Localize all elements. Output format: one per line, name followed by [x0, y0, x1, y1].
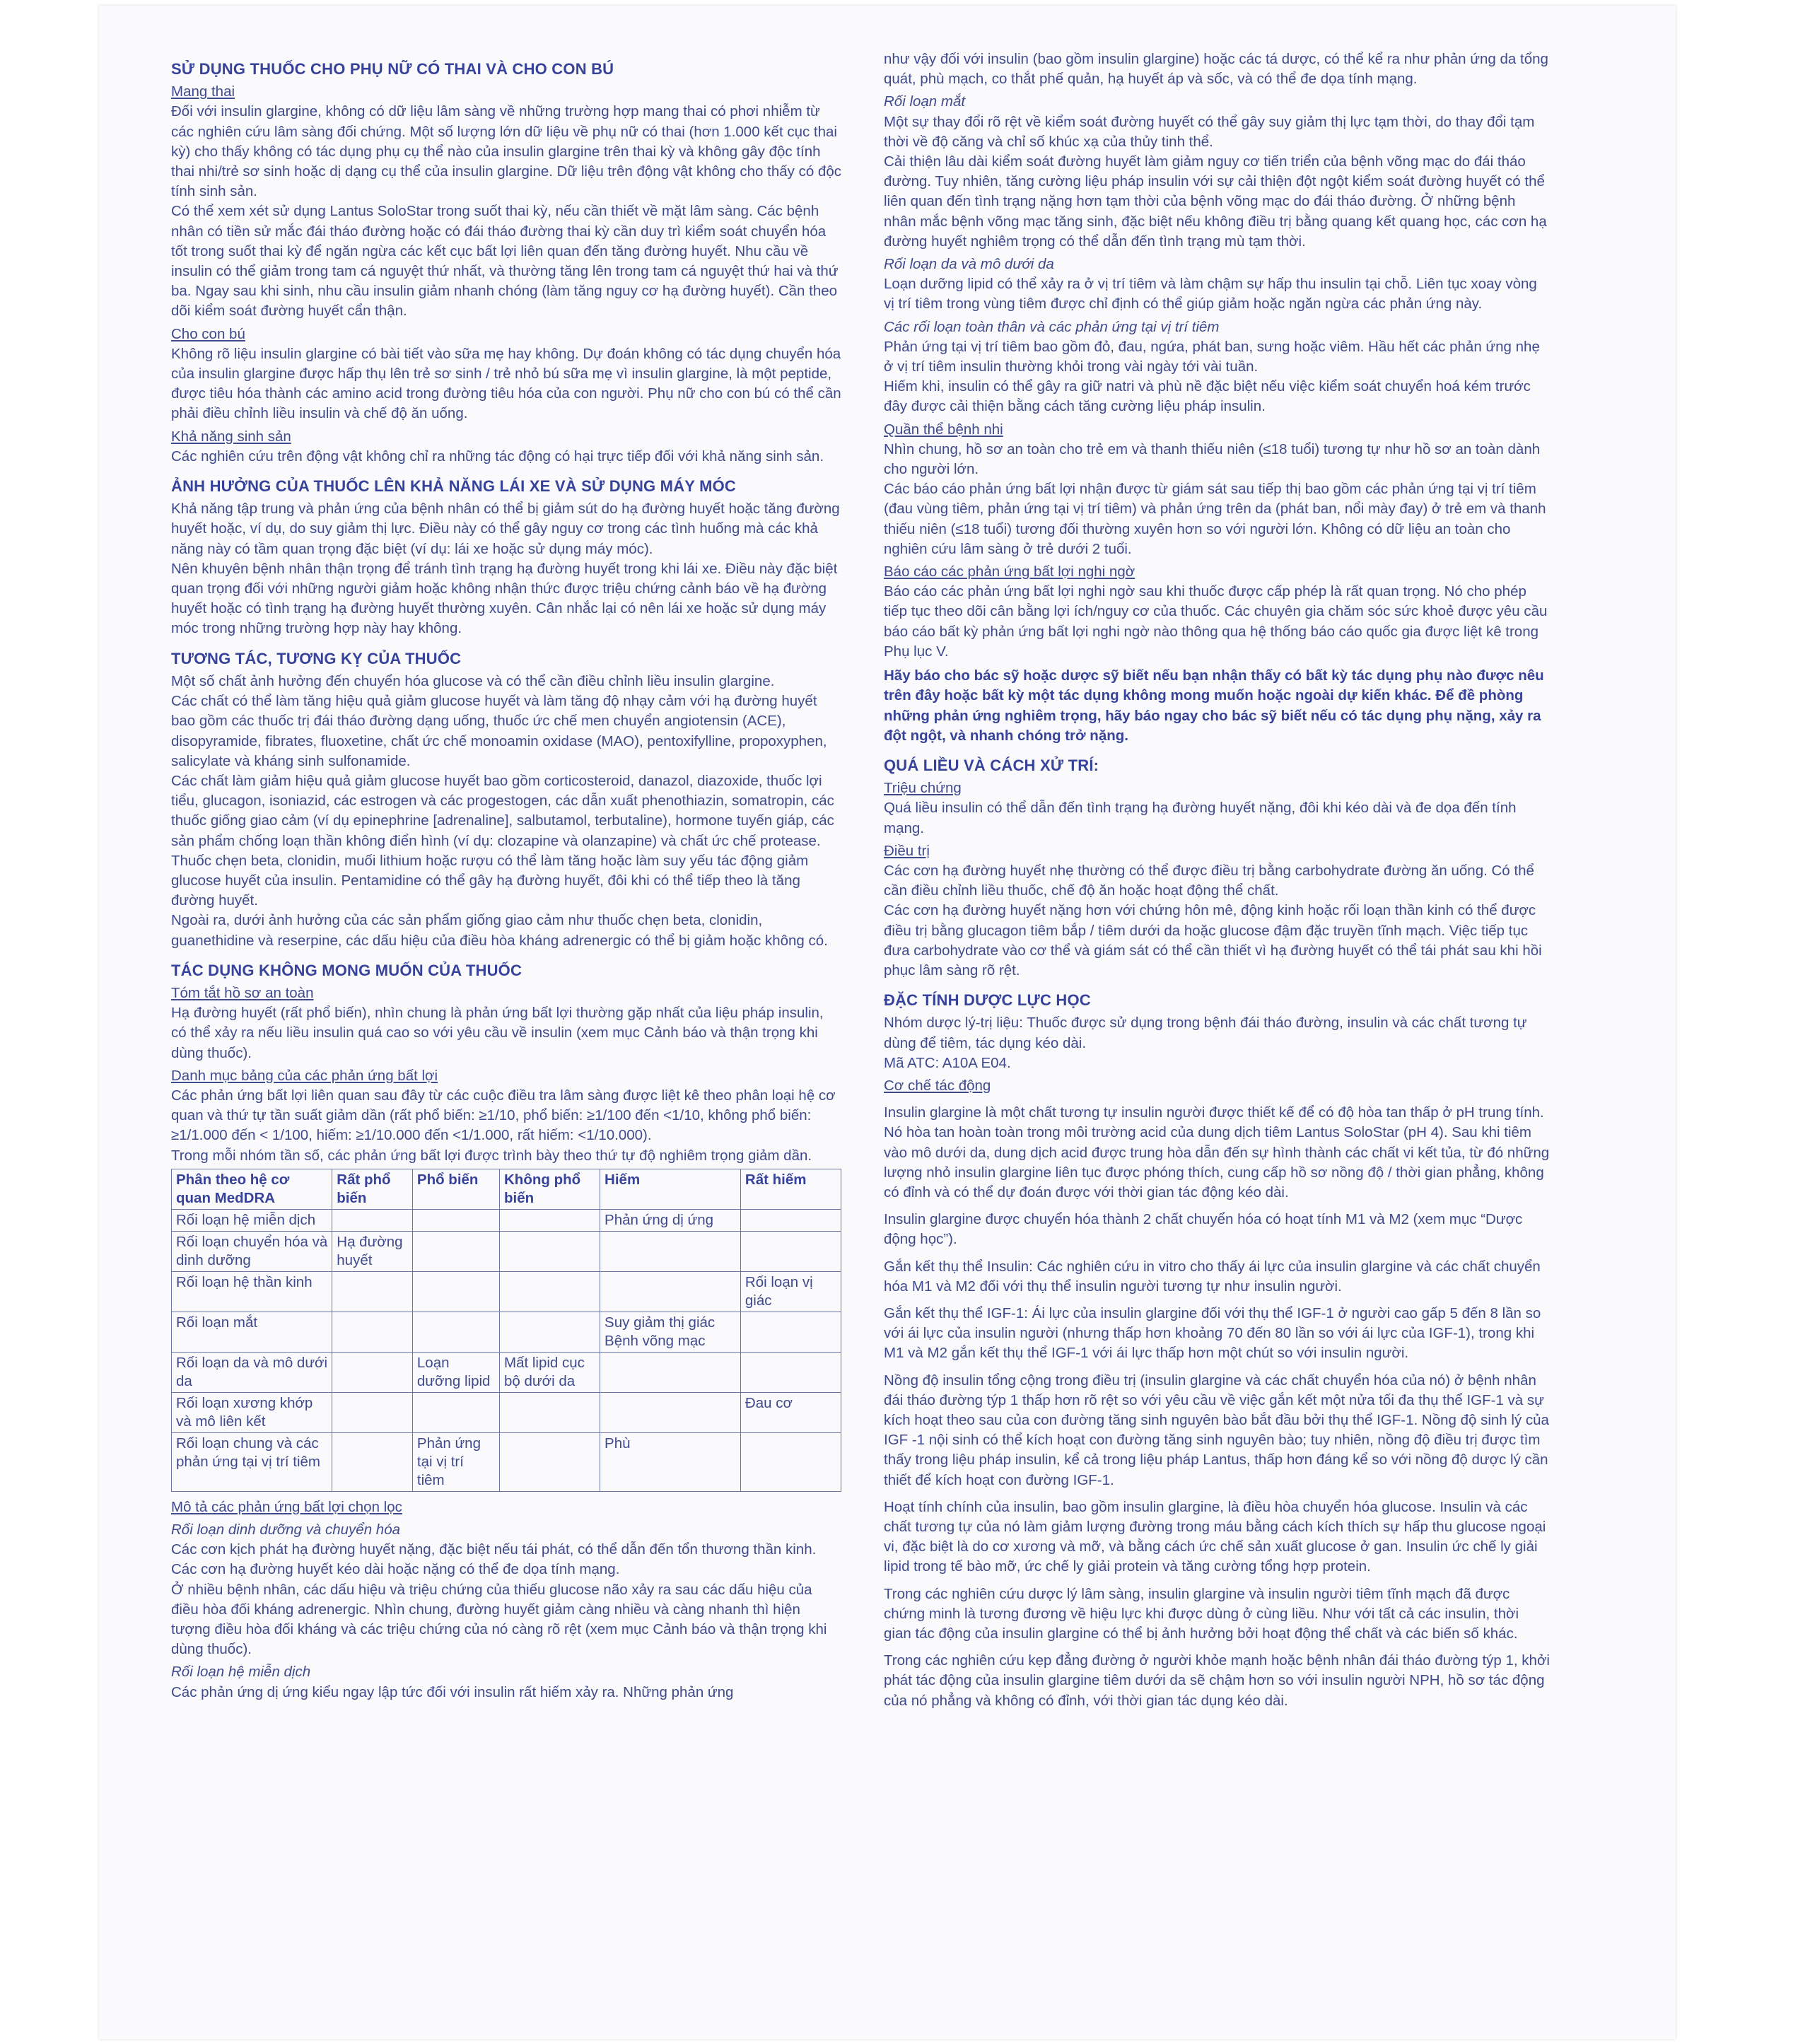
table-cell: Phản ứng tại vị trí tiêm — [412, 1432, 499, 1491]
pregnancy-paragraph-2: Có thể xem xét sử dụng Lantus SoloStar trong suốt thai kỳ, nếu cần thiết về mặt lâm sàng. Các bệnh nhân có tiền sử mắc đái tháo đường hoặc có đái tháo đường thai kỳ cần duy trì kiểm soát chuyển hóa tốt trong suốt thai kỳ để ngăn ngừa các kết cục bất lợi liên quan đến tăng đường huyết. Nhu cầu về insulin có thể giảm trong tam cá nguyệt thứ nhất, và thường tăng lên trong tam cá nguyệt thứ hai và thứ ba. Ngay sau khi sinh, nhu cầu insulin giảm nhanh chóng (làm tăng nguy cơ hạ đường huyết). Cần theo dõi kiểm soát đường huyết cẩn thận. — [171, 203, 839, 320]
table-cell — [332, 1209, 413, 1231]
table-cell — [740, 1312, 841, 1352]
table-row — [172, 1392, 841, 1432]
interactions-paragraph-1: Một số chất ảnh hưởng đến chuyển hóa glucose và có thể cần điều chỉnh liều insulin glargine. — [171, 672, 775, 689]
mechanism-paragraph-4: Gắn kết thụ thể IGF-1: Ái lực của insulin glargine đối với thụ thể IGF-1 ở người cao gấp 5 đến 8 lần so với ái lực của insulin người (nhưng thấp hơn khoảng 70 đến 80 lần so với ái lực của IGF-1), trong khi M1 và M2 gắn kết thụ thể IGF-1 với ái lực thấp hơn một chút so với insulin người. — [884, 1304, 1541, 1362]
table-header-row — [172, 1169, 841, 1209]
table-cell: Rối loạn chung và các phản ứng tại vị trí tiêm — [172, 1432, 332, 1491]
table-row — [172, 1209, 841, 1231]
table-header-cell: Rất hiếm — [740, 1169, 841, 1209]
selected-reactions-subheading: Mô tả các phản ứng bất lợi chọn lọc — [171, 1498, 402, 1515]
overdose-heading: QUÁ LIỀU VÀ CÁCH XỬ TRÍ: — [884, 756, 1099, 774]
table-row — [172, 1231, 841, 1271]
table-cell — [500, 1432, 600, 1491]
table-row — [172, 1312, 841, 1352]
table-cell: Rối loạn vị giác — [740, 1271, 841, 1312]
mechanism-paragraph-5: Nồng độ insulin tổng cộng trong điều trị (insulin glargine và các chất chuyển hóa của nó) ở bệnh nhân đái tháo đường týp 1 thấp hơn rõ rệt so với yêu cầu về việc gắn kết một nửa tối đa thụ thể IGF-1 và sự kích hoạt theo sau của con đường tăng sinh nguyên bào bắt đầu bởi thụ thể IGF-1. Nồng độ sinh lý của IGF -1 nội sinh có thể kích hoạt con đường tăng sinh nguyên bào; tuy nhiên, nồng độ điều trị được tìm thấy trong liệu pháp insulin, kể cả trong liệu pháp Lantus, thấp hơn đáng kể so với nồng độ dược lý cần thiết để kích hoạt con đường IGF-1. — [884, 1372, 1549, 1488]
mechanism-paragraph-8: Trong các nghiên cứu kẹp đẳng đường ở người khỏe mạnh hoặc bệnh nhân đái tháo đường týp 1, khởi phát tác động của insulin glargine tiêm dưới da sẽ chậm hơn so với insulin người NPH, hồ sơ tác động của nó phẳng và không có đỉnh, với thời gian tác dụng kéo dài. — [884, 1652, 1550, 1709]
skin-paragraph: Loạn dưỡng lipid có thể xảy ra ở vị trí tiêm và làm chậm sự hấp thu insulin tại chỗ. Liên tục xoay vòng vị trí tiêm trong vùng tiêm được chỉ định có thể giúp giảm hoặc ngăn ngừa các phản ứng này. — [884, 276, 1537, 313]
table-header-cell: Rất phổ biến — [332, 1169, 413, 1209]
mechanism-subheading: Cơ chế tác động — [884, 1077, 991, 1094]
table-row — [172, 1271, 841, 1312]
table-cell — [412, 1209, 499, 1231]
table-cell — [500, 1312, 600, 1352]
reporting-subheading: Báo cáo các phản ứng bất lợi nghi ngờ — [884, 563, 1135, 580]
table-intro-2: Trong mỗi nhóm tần số, các phản ứng bất lợi được trình bày theo thứ tự độ nghiêm trọng giảm dần. — [171, 1147, 812, 1164]
reporting-warning: Hãy báo cho bác sỹ hoặc dược sỹ biết nếu bạn nhận thấy có bất kỳ tác dụng phụ nào được nêu trên đây hoặc bất kỳ một tác dụng không mong muốn hoặc ngoài dự kiến khác. Để đề phòng những phản ứng nghiêm trọng, hãy báo ngay cho bác sỹ biết nếu có tác dụng phụ nặng, xảy ra đột ngột, và nhanh chóng trở nặng. — [884, 667, 1544, 744]
lactation-paragraph: Không rõ liệu insulin glargine có bài tiết vào sữa mẹ hay không. Dự đoán không có tác dụng chuyển hóa của insulin glargine được hấp thụ lên trẻ sơ sinh / trẻ nhỏ bú sữa mẹ vì insulin glargine, là một peptide, được tiêu hóa thành các amino acid trong đường tiêu hóa của con người. Phụ nữ cho con bú có thể cần phải điều chỉnh liều insulin và chế độ ăn uống. — [171, 345, 841, 422]
fertility-paragraph: Các nghiên cứu trên động vật không chỉ ra những tác động có hại trực tiếp đối với khả năng sinh sản. — [171, 448, 824, 465]
adverse-heading: TÁC DỤNG KHÔNG MONG MUỐN CỦA THUỐC — [171, 961, 522, 979]
table-header-cell: Phân theo hệ cơ quan MedDRA — [172, 1169, 332, 1209]
adverse-reactions-table — [171, 1169, 841, 1492]
table-cell — [500, 1209, 600, 1231]
safety-subheading: Tóm tắt hồ sơ an toàn — [171, 984, 314, 1001]
pregnancy-heading: SỬ DỤNG THUỐC CHO PHỤ NỮ CÓ THAI VÀ CHO CON BÚ — [171, 60, 614, 78]
table-cell — [412, 1271, 499, 1312]
table-cell: Rối loạn mắt — [172, 1312, 332, 1352]
table-cell: Loạn dưỡng lipid — [412, 1352, 499, 1392]
metabolism-paragraph-2: Ở nhiều bệnh nhân, các dấu hiệu và triệu chứng của thiếu glucose não xảy ra sau các dấu hiệu của điều hòa đối kháng adrenergic. Nhìn chung, đường huyết giảm càng nhiều và càng nhanh thì hiện tượng điều hòa đối kháng và các triệu chứng của nó càng rõ rệt (xem mục Cảnh báo và thận trọng khi dùng thuốc). — [171, 1581, 827, 1658]
pharmacodynamics-paragraph: Nhóm dược lý-trị liệu: Thuốc được sử dụng trong bệnh đái tháo đường, insulin và các chất tương tự dùng để tiêm, tác dụng kéo dài. — [884, 1015, 1527, 1051]
driving-paragraph-2: Nên khuyên bệnh nhân thận trọng để tránh tình trạng hạ đường huyết trong khi lái xe. Điều này đặc biệt quan trọng đối với những người giảm hoặc không nhận thức được triệu chứng cảnh báo về hạ đường huyết hoặc có tình trạng hạ đường huyết thường xuyên. Cân nhắc lại có nên lái xe hoặc sử dụng máy móc trong những trường hợp này hay không. — [171, 560, 838, 637]
interactions-paragraph-3: Các chất làm giảm hiệu quả giảm glucose huyết bao gồm corticosteroid, danazol, diazoxide, thuốc lợi tiểu, glucagon, isoniazid, các estrogen và các progestogen, các dẫn xuất phenothiazin, somatropin, các thuốc giống giao cảm (ví dụ epinephrine [adrenaline], salbutamol, terbutaline), hormone tuyến giáp, các sản phẩm chống loạn thần không điển hình (ví dụ: clozapine và olanzapine) và chất ức chế protease. — [171, 772, 834, 849]
table-row — [172, 1432, 841, 1491]
table-cell: Phù — [600, 1432, 741, 1491]
mechanism-paragraph-3: Gắn kết thụ thể Insulin: Các nghiên cứu in vitro cho thấy ái lực của insulin glargine và các chất chuyển hóa M1 và M2 đối với thụ thể insulin người tương tự như insulin người. — [884, 1258, 1541, 1295]
atc-code: Mã ATC: A10A E04. — [884, 1054, 1011, 1071]
table-row — [172, 1352, 841, 1392]
lactation-subheading: Cho con bú — [171, 325, 245, 342]
interactions-heading: TƯƠNG TÁC, TƯƠNG KỴ CỦA THUỐC — [171, 649, 462, 667]
interactions-paragraph-5: Ngoài ra, dưới ảnh hưởng của các sản phẩm giống giao cảm như thuốc chẹn beta, clonidin, guanethidine và reserpine, các dấu hiệu của điều hòa kháng adrenergic có thể bị giảm hoặc không có. — [171, 912, 828, 949]
metabolism-paragraph-1: Các cơn kịch phát hạ đường huyết nặng, đặc biệt nếu tái phát, có thể dẫn đến tổn thương thần kinh. Các cơn hạ đường huyết kéo dài hoặc nặng có thể đe dọa tính mạng. — [171, 1541, 817, 1578]
table-cell: Hạ đường huyết — [332, 1231, 413, 1271]
table-cell: Rối loạn hệ thần kinh — [172, 1271, 332, 1312]
table-cell — [740, 1352, 841, 1392]
mechanism-paragraph-7: Trong các nghiên cứu dược lý lâm sàng, insulin glargine và insulin người tiêm tĩnh mạch đã được chứng minh là tương đương về hiệu lực khi được dùng ở cùng liều. Như với tất cả các insulin, thời gian tác động của insulin glargine có thể bị ảnh hưởng bởi hoạt động thể chất và các biến số khác. — [884, 1585, 1519, 1642]
treatment-subheading: Điều trị — [884, 842, 930, 859]
reporting-paragraph: Báo cáo các phản ứng bất lợi nghi ngờ sau khi thuốc được cấp phép là rất quan trọng. Nó cho phép tiếp tục theo dõi cân bằng lợi ích/nguy cơ của thuốc. Các chuyên gia chăm sóc sức khoẻ được yêu cầu báo cáo bất kỳ phản ứng bất lợi nghi ngờ nào thông qua hệ thống báo cáo quốc gia được liệt kê trong Phụ lục V. — [884, 583, 1548, 660]
table-cell — [412, 1392, 499, 1432]
skin-subheading: Rối loạn da và mô dưới da — [884, 256, 1054, 273]
table-header-cell: Hiếm — [600, 1169, 741, 1209]
immune-subheading: Rối loạn hệ miễn dịch — [171, 1664, 311, 1681]
table-intro-1: Các phản ứng bất lợi liên quan sau đây từ các cuộc điều tra lâm sàng được liệt kê theo phân loại hệ cơ quan và thứ tự tần suất giảm dần (rất phổ biến: ≥1/10, phổ biến: ≥1/100 đến <1/10, không phổ biến: ≥1/1.000 đến < 1/100, hiếm: ≥1/10.000 đến <1/1.000, rất hiếm: <1/10.000). — [171, 1087, 836, 1144]
mechanism-paragraph-1: Insulin glargine là một chất tương tự insulin người được thiết kế để có độ hòa tan thấp ở pH trung tính. Nó hòa tan hoàn toàn trong môi trường acid của dung dịch tiêm Lantus SoloStar (pH 4). Sau khi tiêm vào mô dưới da, dung dịch acid được trung hòa dẫn đến sự hình thành các chất vi kết tủa, từ đó những lượng nhỏ insulin glargine liên tục được phóng thích, cung cấp hồ sơ nồng độ / thời gian phẳng, không có đỉnh và có thể dự đoán được với thời gian tác động kéo dài. — [884, 1104, 1550, 1201]
table-cell — [332, 1392, 413, 1432]
table-cell: Rối loạn chuyển hóa và dinh dưỡng — [172, 1231, 332, 1271]
table-cell — [600, 1231, 741, 1271]
table-cell — [600, 1271, 741, 1312]
symptoms-subheading: Triệu chứng — [884, 780, 962, 797]
table-cell: Phản ứng dị ứng — [600, 1209, 741, 1231]
table-cell — [740, 1432, 841, 1491]
driving-heading: ẢNH HƯỞNG CỦA THUỐC LÊN KHẢ NĂNG LÁI XE VÀ SỬ DỤNG MÁY MÓC — [171, 477, 736, 496]
table-cell — [412, 1231, 499, 1271]
table-cell — [332, 1432, 413, 1491]
table-cell — [740, 1209, 841, 1231]
table-subheading: Danh mục bảng của các phản ứng bất lợi — [171, 1067, 438, 1084]
fertility-subheading: Khả năng sinh sản — [171, 428, 291, 445]
interactions-paragraph-2: Các chất có thể làm tăng hiệu quả giảm glucose huyết và làm tăng độ nhạy cảm với hạ đường huyết bao gồm các thuốc trị đái tháo đường dạng uống, thuốc ức chế men chuyển angiotensin (ACE), disopyramide, fibrates, fluoxetine, chất ức chế monoamin oxidase (MAO), pentoxifylline, propoxyphen, salicylate và kháng sinh sulfonamide. — [171, 693, 827, 769]
table-cell — [500, 1271, 600, 1312]
table-cell — [332, 1312, 413, 1352]
treatment-paragraph-2: Các cơn hạ đường huyết nặng hơn với chứng hôn mê, động kinh hoặc rối loạn thần kinh có thể được điều trị bằng glucagon tiêm bắp / tiêm dưới da hoặc glucose đậm đặc truyền tĩnh mạch. Việc tiếp tục đưa carbohydrate vào cơ thể và giám sát có thể cần thiết vì hạ đường huyết có thể tái phát sau khi hồi phục lâm sàng rõ rệt. — [884, 902, 1542, 979]
pharmacodynamics-heading: ĐẶC TÍNH DƯỢC LỰC HỌC — [884, 991, 1091, 1010]
pregnancy-paragraph-1: Đối với insulin glargine, không có dữ liệu lâm sàng về những trường hợp mang thai có phơi nhiễm từ các nghiên cứu lâm sàng đối chứng. Một số lượng lớn dữ liệu về phụ nữ có thai (hơn 1.000 kết cục thai kỳ) cho thấy không có tác dụng phụ cụ thể nào của insulin glargine trên thai kỳ và không gây độc tính thai nhi/trẻ sơ sinh hoặc dị dạng cụ thể của insulin glargine. Dữ liệu trên động vật không cho thấy có độc tính sinh sản. — [171, 103, 841, 200]
table-cell: Rối loạn xương khớp và mô liên kết — [172, 1392, 332, 1432]
pediatric-paragraph-1: Nhìn chung, hồ sơ an toàn cho trẻ em và thanh thiếu niên (≤18 tuổi) tương tự như hồ sơ an toàn dành cho người lớn. — [884, 440, 1541, 478]
left-column — [171, 49, 841, 1703]
pediatric-paragraph-2: Các báo cáo phản ứng bất lợi nhận được từ giám sát sau tiếp thị bao gồm các phản ứng tại vị trí tiêm (đau vùng tiêm, phản ứng tại vị trí tiêm) và phản ứng trên da (phát ban, nổi mày đay) ở trẻ em và thanh thiếu niên (≤18 tuổi) tương đối thường xuyên hơn so với người lớn. Không có dữ liệu an toàn cho nghiên cứu lâm sàng ở trẻ dưới 2 tuổi. — [884, 481, 1546, 557]
table-cell — [740, 1231, 841, 1271]
eye-paragraph-2: Cải thiện lâu dài kiểm soát đường huyết làm giảm nguy cơ tiến triển của bệnh võng mạc do đái tháo đường. Tuy nhiên, tăng cường liệu pháp insulin với sự cải thiện đột ngột kiểm soát đường huyết có thể liên quan đến tình trạng nặng hơn tạm thời của bệnh võng mạc do đái tháo đường. Ở những bệnh nhân mắc bệnh võng mạc tăng sinh, đặc biệt nếu không điều trị bằng quang kết quang học, các cơn hạ đường huyết nghiêm trọng có thể dẫn đến tình trạng mù tạm thời. — [884, 153, 1547, 250]
table-header-cell: Không phổ biến — [500, 1169, 600, 1209]
table-cell: Suy giảm thị giác Bệnh võng mạc — [600, 1312, 741, 1352]
continued-paragraph: như vậy đối với insulin (bao gồm insulin glargine) hoặc các tá dược, có thể kể ra như phản ứng da tổng quát, phù mạch, co thắt phế quản, hạ huyết áp và sốc, và có thể đe dọa tính mạng. — [884, 51, 1548, 88]
general-subheading: Các rối loạn toàn thân và các phản ứng tại vị trí tiêm — [884, 318, 1220, 335]
table-cell — [332, 1352, 413, 1392]
table-cell: Rối loạn hệ miễn dịch — [172, 1209, 332, 1231]
mechanism-paragraph-6: Hoạt tính chính của insulin, bao gồm insulin glargine, là điều hòa chuyển hóa glucose. Insulin và các chất tương tự của nó làm giảm lượng đường trong máu bằng cách kích thích sự hấp thu glucose ngoại vi, đặc biệt là do cơ xương và mỡ, và bằng cách ức chế sản xuất glucose ở gan. Insulin ức chế ly giải lipid trong tế bào mỡ, ức chế ly giải protein và tăng cường tổng hợp protein. — [884, 1498, 1546, 1575]
interactions-paragraph-4: Thuốc chẹn beta, clonidin, muối lithium hoặc rượu có thể làm tăng hoặc làm suy yếu tác động giảm glucose huyết của insulin. Pentamidine có thể gây hạ đường huyết, đôi khi có thể tiếp theo là tăng đường huyết. — [171, 852, 809, 909]
immune-paragraph: Các phản ứng dị ứng kiểu ngay lập tức đối với insulin rất hiếm xảy ra. Những phản ứng — [171, 1683, 734, 1700]
table-cell — [332, 1271, 413, 1312]
table-cell — [600, 1352, 741, 1392]
table-cell: Mất lipid cục bộ dưới da — [500, 1352, 600, 1392]
general-paragraph-1: Phản ứng tại vị trí tiêm bao gồm đỏ, đau, ngứa, phát ban, sưng hoặc viêm. Hầu hết các phản ứng nhẹ ở vị trí tiêm insulin thường khỏi trong vài ngày tới vài tuần. — [884, 338, 1540, 375]
table-cell — [500, 1392, 600, 1432]
treatment-paragraph-1: Các cơn hạ đường huyết nhẹ thường có thể được điều trị bằng carbohydrate đường ăn uống. Có thể cần điều chỉnh liều thuốc, chế độ ăn hoặc hoạt động thể chất. — [884, 862, 1534, 899]
table-header-cell: Phổ biến — [412, 1169, 499, 1209]
symptoms-paragraph: Quá liều insulin có thể dẫn đến tình trạng hạ đường huyết nặng, đôi khi kéo dài và đe dọa đến tính mạng. — [884, 800, 1517, 836]
pregnancy-subheading: Mang thai — [171, 83, 235, 100]
pediatric-subheading: Quần thể bệnh nhi — [884, 421, 1003, 438]
general-paragraph-2: Hiếm khi, insulin có thể gây ra giữ natri và phù nề đặc biệt nếu việc kiểm soát chuyển hoá kém trước đây được cải thiện bằng cách tăng cường liệu pháp insulin. — [884, 378, 1531, 415]
eye-subheading: Rối loạn mắt — [884, 93, 966, 110]
eye-paragraph-1: Một sự thay đổi rõ rệt về kiểm soát đường huyết có thể gây suy giảm thị lực tạm thời, do thay đổi tạm thời về độ căng và chỉ số khúc xạ của thủy tinh thể. — [884, 113, 1535, 150]
table-cell: Đau cơ — [740, 1392, 841, 1432]
safety-paragraph: Hạ đường huyết (rất phổ biến), nhìn chung là phản ứng bất lợi thường gặp nhất của liệu pháp insulin, có thể xảy ra nếu liều insulin quá cao so với yêu cầu về insulin (xem mục Cảnh báo và thận trọng khi dùng thuốc). — [171, 1005, 824, 1061]
table-cell — [500, 1231, 600, 1271]
table-cell — [412, 1312, 499, 1352]
mechanism-paragraph-2: Insulin glargine được chuyển hóa thành 2 chất chuyển hóa có hoạt tính M1 và M2 (xem mục “Dược động học”). — [884, 1211, 1523, 1248]
table-cell: Rối loạn da và mô dưới da — [172, 1352, 332, 1392]
driving-paragraph-1: Khả năng tập trung và phản ứng của bệnh nhân có thể bị giảm sút do hạ đường huyết hoặc tăng đường huyết hoặc, ví dụ, do suy giảm thị lực. Điều này có thể gây nguy cơ trong các tình huống mà các khả năng này có tầm quan trọng đặc biệt (ví dụ: lái xe hoặc sử dụng máy móc). — [171, 501, 840, 557]
table-cell — [600, 1392, 741, 1432]
right-column — [884, 49, 1550, 1711]
metabolism-subheading: Rối loạn dinh dưỡng và chuyển hóa — [171, 1521, 400, 1538]
